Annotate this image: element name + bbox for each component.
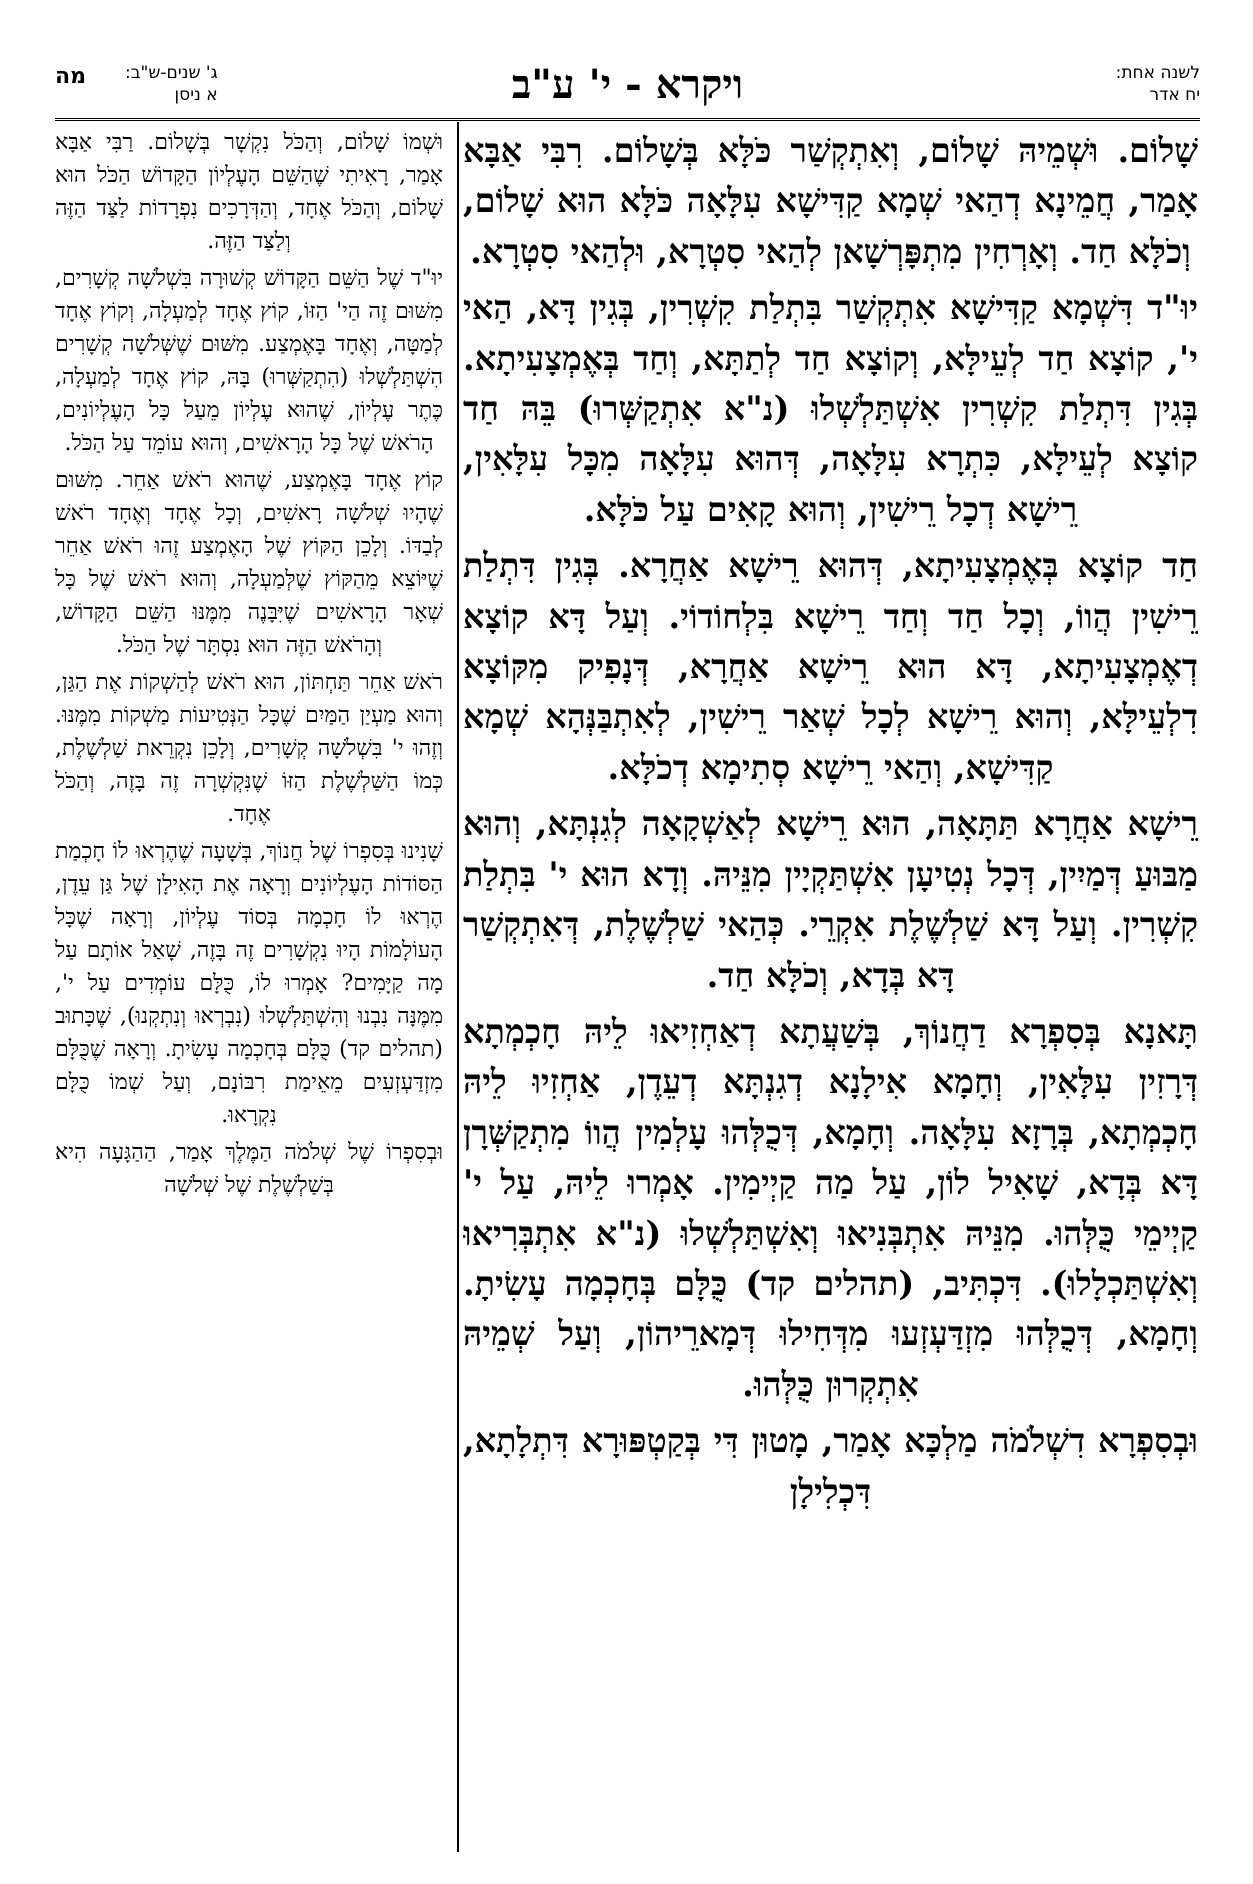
column-divider (457, 122, 459, 1852)
main-paragraph: יוּ"ד דִּשְׁמָא קַדִּישָׁא אִתְקְשַׁר בִּתְלַת קִשְׁרִין, בְּגִין דָּא, הַאי י', קוֹצָא חַד לְעֵילָּא, וְקוֹצָא חַד לְתַתָּא, וְחַד בְּאֶמְצָעִיתָא. בְּגִין דִּתְלַת קִשְׁרִין אִשְׁתַּלְשְׁלוּ (נ"א אִתְקַשְּׁרוּ) בֵּהּ חַד קוֹצָא לְעֵילָּא, כִּתְרָא עִלָּאָה, דְּהוּא עִלָּאָה מִכָּל עִלָּאִין, רֵישָׁא דְכָל רֵישִׁין, וְהוּא קָאִים עַל כֹּלָּא. (463, 288, 1198, 529)
main-paragraph: רֵישָׁא אַחֲרָא תַּתָּאָה, הוּא רֵישָׁא לְאַשְׁקָאָה לְגִנְתָּא, וְהוּא מַבּוּעַ דְּמַיִין, דְּכָל נְטִיעָן אִשְׁתַּקְיָין מִנֵּיהּ. וְדָא הוּא י' בִּתְלַת קִשְׁרִין. וְעַל דָּא שַׁלְשֶׁלֶת אִקְרֵי. כְּהַאי שַׁלְשֶׁלֶת, דְּאִתְקְשַׁר דָּא בְּדָא, וְכֹלָּא חַד. (463, 804, 1198, 995)
translation-column (55, 126, 443, 1846)
schedule-one-year-date: יח אדר (1149, 85, 1200, 105)
page-header (55, 60, 1200, 118)
schedule-one-year-label: לשנה אחת: (1115, 63, 1200, 83)
schedule-three-years-label: ג' שנים-ש"ב: (125, 63, 218, 83)
main-text-column (463, 126, 1198, 1846)
schedule-three-years-date: א ניסן (174, 85, 218, 105)
main-paragraph: חַד קוֹצָא בְּאֶמְצָעִיתָא, דְּהוּא רֵישָׁא אַחֲרָא. בְּגִין דִּתְלַת רֵישִׁין הֲווֹ, וְכָל חַד וְחַד רֵישָׁא בִּלְחוֹדוֹי. וְעַל דָּא קוֹצָא דְאֶמְצָעִיתָא, דָּא הוּא רֵישָׁא אַחֲרָא, דְּנָפִיק מִקּוֹצָא דִלְעֵילָּא, וְהוּא רֵישָׁא לְכָל שְׁאַר רֵישִׁין, לְאִתְבַּנְּהָא שְׁמָא קַדִּישָׁא, וְהַאי רֵישָׁא סְתִימָא דְכֹלָּא. (463, 546, 1198, 787)
header-rule (55, 118, 1200, 121)
page-title: ויקרא - י' ע"ב (511, 61, 744, 108)
translation-paragraph: וּבְסִפְרוֹ שֶׁל שְׁלֹמֹה הַמֶּלֶךְ אָמַר, הַהַגָּעָה הִיא בְּשַׁלְשֶׁלֶת שֶׁל שְׁלֹשָׁה (55, 1140, 443, 1198)
translation-paragraph: קוֹץ אֶחָד בָּאֶמְצַע, שֶׁהוּא רֹאשׁ אַחֵר. מִשּׁוּם שֶׁהָיוּ שְׁלֹשָׁה רָאשִׁים, וְכָל אֶחָד וְאֶחָד רֹאשׁ לְבַדּוֹ. וְלָכֵן הַקּוֹץ שֶׁל הָאֶמְצַע זֶהוּ רֹאשׁ אַחֵר שֶׁיּוֹצֵא מֵהַקּוֹץ שֶׁלְּמַעְלָה, וְהוּא רֹאשׁ שֶׁל כָּל שְׁאָר הָרָאשִׁים שֶׁיִּבָּנֶה מִמֶּנּוּ הַשֵּׁם הַקָּדוֹשׁ, וְהָרֹאשׁ הַזֶּה הוּא נִסְתָּר שֶׁל הַכֹּל. (55, 468, 443, 658)
main-paragraph: וּבְסִפְרָא דִשְׁלֹמֹה מַלְכָּא אָמַר, מָטוּן דִּי בְּקַטְפּוּרָא דִּתְלָתָא, דִּכְלִילָן (463, 1421, 1198, 1511)
main-paragraph: שָׁלוֹם. וּשְׁמֵיהּ שָׁלוֹם, וְאִתְקְשַׁר כֹּלָּא בְּשָׁלוֹם. רִבִּי אַבָּא אָמַר, חֲמֵינָא דְהַאי שְׁמָא קַדִּישָׁא עִלָּאָה כֹּלָּא הוּא שָׁלוֹם, וְכֹלָּא חַד. וְאָרְחִין מִתְפָּרְשָׁאן לְהַאי סִטְרָא, וּלְהַאי סִטְרָא. (463, 131, 1198, 271)
translation-paragraph: רֹאשׁ אַחֵר תַּחְתּוֹן, הוּא רֹאשׁ לְהַשְׁקוֹת אֶת הַגַּן, וְהוּא מַעְיַן הַמַּיִם שֶׁכָּל הַנְּטִיעוֹת מַשְׁקוֹת מִמֶּנּוּ. וְזֶהוּ י' בִּשְׁלֹשָׁה קְשָׁרִים, וְלָכֵן נִקְרֵאת שַׁלְשֶׁלֶת, כְּמוֹ הַשַּׁלְשֶׁלֶת הַזּוֹ שֶׁנִּקְשְׁרָה זֶה בָּזֶה, וְהַכֹּל אֶחָד. (55, 670, 443, 827)
page-number: מה (55, 64, 87, 89)
translation-paragraph: יוּ"ד שֶׁל הַשֵּׁם הַקָּדוֹשׁ קְשׁוּרָה בִּשְׁלֹשָׁה קְשָׁרִים, מִשּׁוּם זֶה הַי' הַזּוֹ, קוֹץ אֶחָד לְמַעְלָה, וְקוֹץ אֶחָד לְמַטָּה, וְאֶחָד בָּאֶמְצַע. מִשּׁוּם שֶׁשְּׁלֹשָׁה קְשָׁרִים הִשְׁתַּלְשְׁלוּ (הִתְקַשְּׁרוּ) בָּהּ, קוֹץ אֶחָד לְמַעְלָה, כֶּתֶר עֶלְיוֹן, שֶׁהוּא עֶלְיוֹן מֵעַל כָּל הָעֶלְיוֹנִים, הָרֹאשׁ שֶׁל כָּל הָרָאשִׁים, וְהוּא עוֹמֵד עַל הַכֹּל. (55, 266, 443, 456)
schedule-three-years (125, 62, 218, 106)
main-paragraph: תָּאנָא בְּסִפְרָא דַחֲנוֹךְ, בְּשַׁעֲתָא דְאַחְזִיאוּ לֵיהּ חָכְמְתָא דְּרָזִין עִלָּאִין, וְחָמָא אִילָנָא דְגִנְתָּא דְעֵדֶן, אַחְזִיוּ לֵיהּ חָכְמְתָא, בְּרָזָא עִלָּאָה. וְחָמָא, דְּכֻלְּהוּ עָלְמִין הֲווֹ מִתְקַשְּׁרָן דָּא בְּדָא, שָׁאִיל לוֹן, עַל מַה קַיְימִין. אָמְרוּ לֵיהּ, עַל י' קַיְימֵי כֻּלְּהוּ. מִנֵּיהּ אִתְבְּנִיאוּ וְאִשְׁתַּלְשְׁלוּ (נ"א אִתְבְּרִיאוּ וְאִשְׁתַּכְלָלוּ). דִּכְתִּיב, (תהלים קד) כֻּלָּם בְּחָכְמָה עָשִׂיתָ. וְחָמָא, דְּכֻלְּהוּ מִזְדַּעְזְעוּ מִדְּחִילוּ דְּמָארֵיהוֹן, וְעַל שְׁמֵיהּ אִתְקְרוּן כֻּלְּהוּ. (463, 1011, 1198, 1404)
translation-paragraph: שָׁנִינוּ בְּסִפְרוֹ שֶׁל חֲנוֹךְ, בְּשָׁעָה שֶׁהֶרְאוּ לוֹ חָכְמַת הַסּוֹדוֹת הָעֶלְיוֹנִים וְרָאָה אֶת הָאִילָן שֶׁל גַּן עֵדֶן, הֶרְאוּ לוֹ חָכְמָה בְּסוֹד עֶלְיוֹן, וְרָאָה שֶׁכָּל הָעוֹלָמוֹת הָיוּ נִקְשָׁרִים זֶה בָּזֶה, שָׁאַל אוֹתָם עַל מָה קַיָּמִים? אָמְרוּ לוֹ, כֻּלָּם עוֹמְדִים עַל י', מִמֶּנָּה נִבְנוּ וְהִשְׁתַּלְשְׁלוּ (נִבְרְאוּ וְנִתְקְנוּ), שֶׁכָּתוּב (תהלים קד) כֻּלָּם בְּחָכְמָה עָשִׂיתָ. וְרָאָה שֶׁכֻּלָּם מִזְדַּעְזְעִים מֵאֵימַת רִבּוֹנָם, וְעַל שְׁמוֹ כֻּלָּם נִקְרָאוּ. (55, 839, 443, 1128)
translation-paragraph: וּשְׁמוֹ שָׁלוֹם, וְהַכֹּל נִקְשָׁר בְּשָׁלוֹם. רַבִּי אַבָּא אָמַר, רָאִיתִי שֶׁהַשֵּׁם הָעֶלְיוֹן הַקָּדוֹשׁ הַכֹּל הוּא שָׁלוֹם, וְהַכֹּל אֶחָד, וְהַדְּרָכִים נִפְרָדוֹת לַצַּד הַזֶּה וְלַצַּד הַזֶּה. (55, 130, 443, 254)
